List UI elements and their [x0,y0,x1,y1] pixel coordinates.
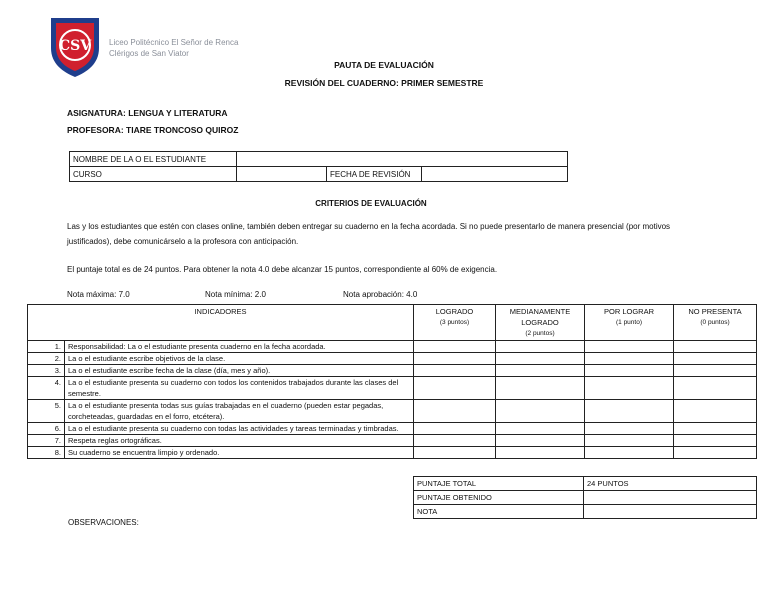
indicator-number: 7. [28,435,65,447]
absent-cell[interactable] [674,435,757,447]
criteria-paragraph-2: El puntaje total es de 24 puntos. Para obtener la nota 4.0 debe alcanzar 15 puntos, correspondiente al 60% de exigencia. [67,265,498,274]
absent-cell[interactable] [674,353,757,365]
obtained-score-label: PUNTAJE OBTENIDO [414,491,584,505]
pass-grade: Nota aprobación: 4.0 [343,290,418,299]
pending-cell[interactable] [585,353,674,365]
course-label: CURSO [70,167,237,182]
achieved-cell[interactable] [414,400,496,423]
student-info-table [69,151,568,182]
absent-cell[interactable] [674,400,757,423]
achieved-cell[interactable] [414,377,496,400]
table-row [28,341,757,353]
table-row [28,353,757,365]
indicator-text: La o el estudiante presenta su cuaderno con todos los contenidos trabajados durante las clases del semestre. [65,377,414,400]
review-date-field[interactable] [422,167,568,182]
table-row [28,365,757,377]
achieved-cell[interactable] [414,365,496,377]
indicator-text: Respeta reglas ortográficas. [65,435,414,447]
pending-cell[interactable] [585,447,674,459]
logo-letters: CSV [58,38,92,54]
pending-cell[interactable] [585,341,674,353]
max-grade: Nota máxima: 7.0 [67,290,130,299]
indicator-text: Su cuaderno se encuentra limpio y ordenado. [65,447,414,459]
evaluation-table [27,304,757,459]
partial-cell[interactable] [496,353,585,365]
min-grade: Nota mínima: 2.0 [205,290,266,299]
document-subtitle: REVISIÓN DEL CUADERNO: PRIMER SEMESTRE [284,78,484,88]
course-field[interactable] [237,167,327,182]
table-row [28,377,757,400]
indicator-number: 8. [28,447,65,459]
partial-cell[interactable] [496,341,585,353]
indicator-text: La o el estudiante escribe objetivos de la clase. [65,353,414,365]
absent-cell[interactable] [674,447,757,459]
absent-cell[interactable] [674,341,757,353]
partial-cell[interactable] [496,400,585,423]
indicator-number: 3. [28,365,65,377]
indicator-text: La o el estudiante escribe fecha de la clase (día, mes y año). [65,365,414,377]
grade-field[interactable] [584,505,757,519]
table-row [28,423,757,435]
pending-header: POR LOGRAR (1 punto) [585,305,674,341]
achieved-cell[interactable] [414,353,496,365]
partial-header: MEDIANAMENTE LOGRADO (2 puntos) [496,305,585,341]
document-title: PAUTA DE EVALUACIÓN [334,60,434,70]
score-table [413,476,757,519]
indicator-number: 6. [28,423,65,435]
partial-cell[interactable] [496,435,585,447]
indicator-text: Responsabilidad: La o el estudiante presenta cuaderno en la fecha acordada. [65,341,414,353]
school-line-2: Clérigos de San Viator [109,49,189,58]
table-row [28,435,757,447]
partial-cell[interactable] [496,423,585,435]
indicator-text: La o el estudiante presenta su cuaderno con todas las actividades y tareas terminadas y timbradas. [65,423,414,435]
achieved-cell[interactable] [414,447,496,459]
indicator-number: 5. [28,400,65,423]
indicators-header: INDICADORES [28,305,414,341]
achieved-cell[interactable] [414,423,496,435]
table-row [28,447,757,459]
indicator-number: 4. [28,377,65,400]
criteria-paragraph-1: Las y los estudiantes que estén con clases online, también deben entregar su cuaderno en la fecha acordada. Si no puede presentarlo de manera presencial (por motivos justificados), debe comunicárselo a la profesora con anticipación. [67,222,671,246]
student-name-field[interactable] [237,152,568,167]
achieved-header: LOGRADO (3 puntos) [414,305,496,341]
partial-cell[interactable] [496,365,585,377]
table-row [28,400,757,423]
total-score-label: PUNTAJE TOTAL [414,477,584,491]
grade-label: NOTA [414,505,584,519]
achieved-cell[interactable] [414,435,496,447]
subject-line: ASIGNATURA: LENGUA Y LITERATURA [67,108,228,118]
absent-header: NO PRESENTA (0 puntos) [674,305,757,341]
indicator-number: 2. [28,353,65,365]
school-line-1: Liceo Politécnico El Señor de Renca [109,38,239,47]
observations-label: OBSERVACIONES: [68,518,139,527]
absent-cell[interactable] [674,377,757,400]
indicator-number: 1. [28,341,65,353]
pending-cell[interactable] [585,377,674,400]
achieved-cell[interactable] [414,341,496,353]
partial-cell[interactable] [496,377,585,400]
obtained-score-field[interactable] [584,491,757,505]
absent-cell[interactable] [674,423,757,435]
indicator-text: La o el estudiante presenta todas sus guías trabajadas en el cuaderno (pueden estar pegadas, corcheteadas, guardadas en el forro, etcétera). [65,400,414,423]
review-date-label: FECHA DE REVISIÓN [327,167,422,182]
partial-cell[interactable] [496,447,585,459]
criteria-title: CRITERIOS DE EVALUACIÓN [315,199,427,208]
pending-cell[interactable] [585,423,674,435]
absent-cell[interactable] [674,365,757,377]
student-name-label: NOMBRE DE LA O EL ESTUDIANTE [70,152,237,167]
pending-cell[interactable] [585,365,674,377]
pending-cell[interactable] [585,435,674,447]
school-name [109,37,238,59]
total-score-value: 24 PUNTOS [584,477,757,491]
pending-cell[interactable] [585,400,674,423]
teacher-line: PROFESORA: TIARE TRONCOSO QUIROZ [67,125,239,135]
